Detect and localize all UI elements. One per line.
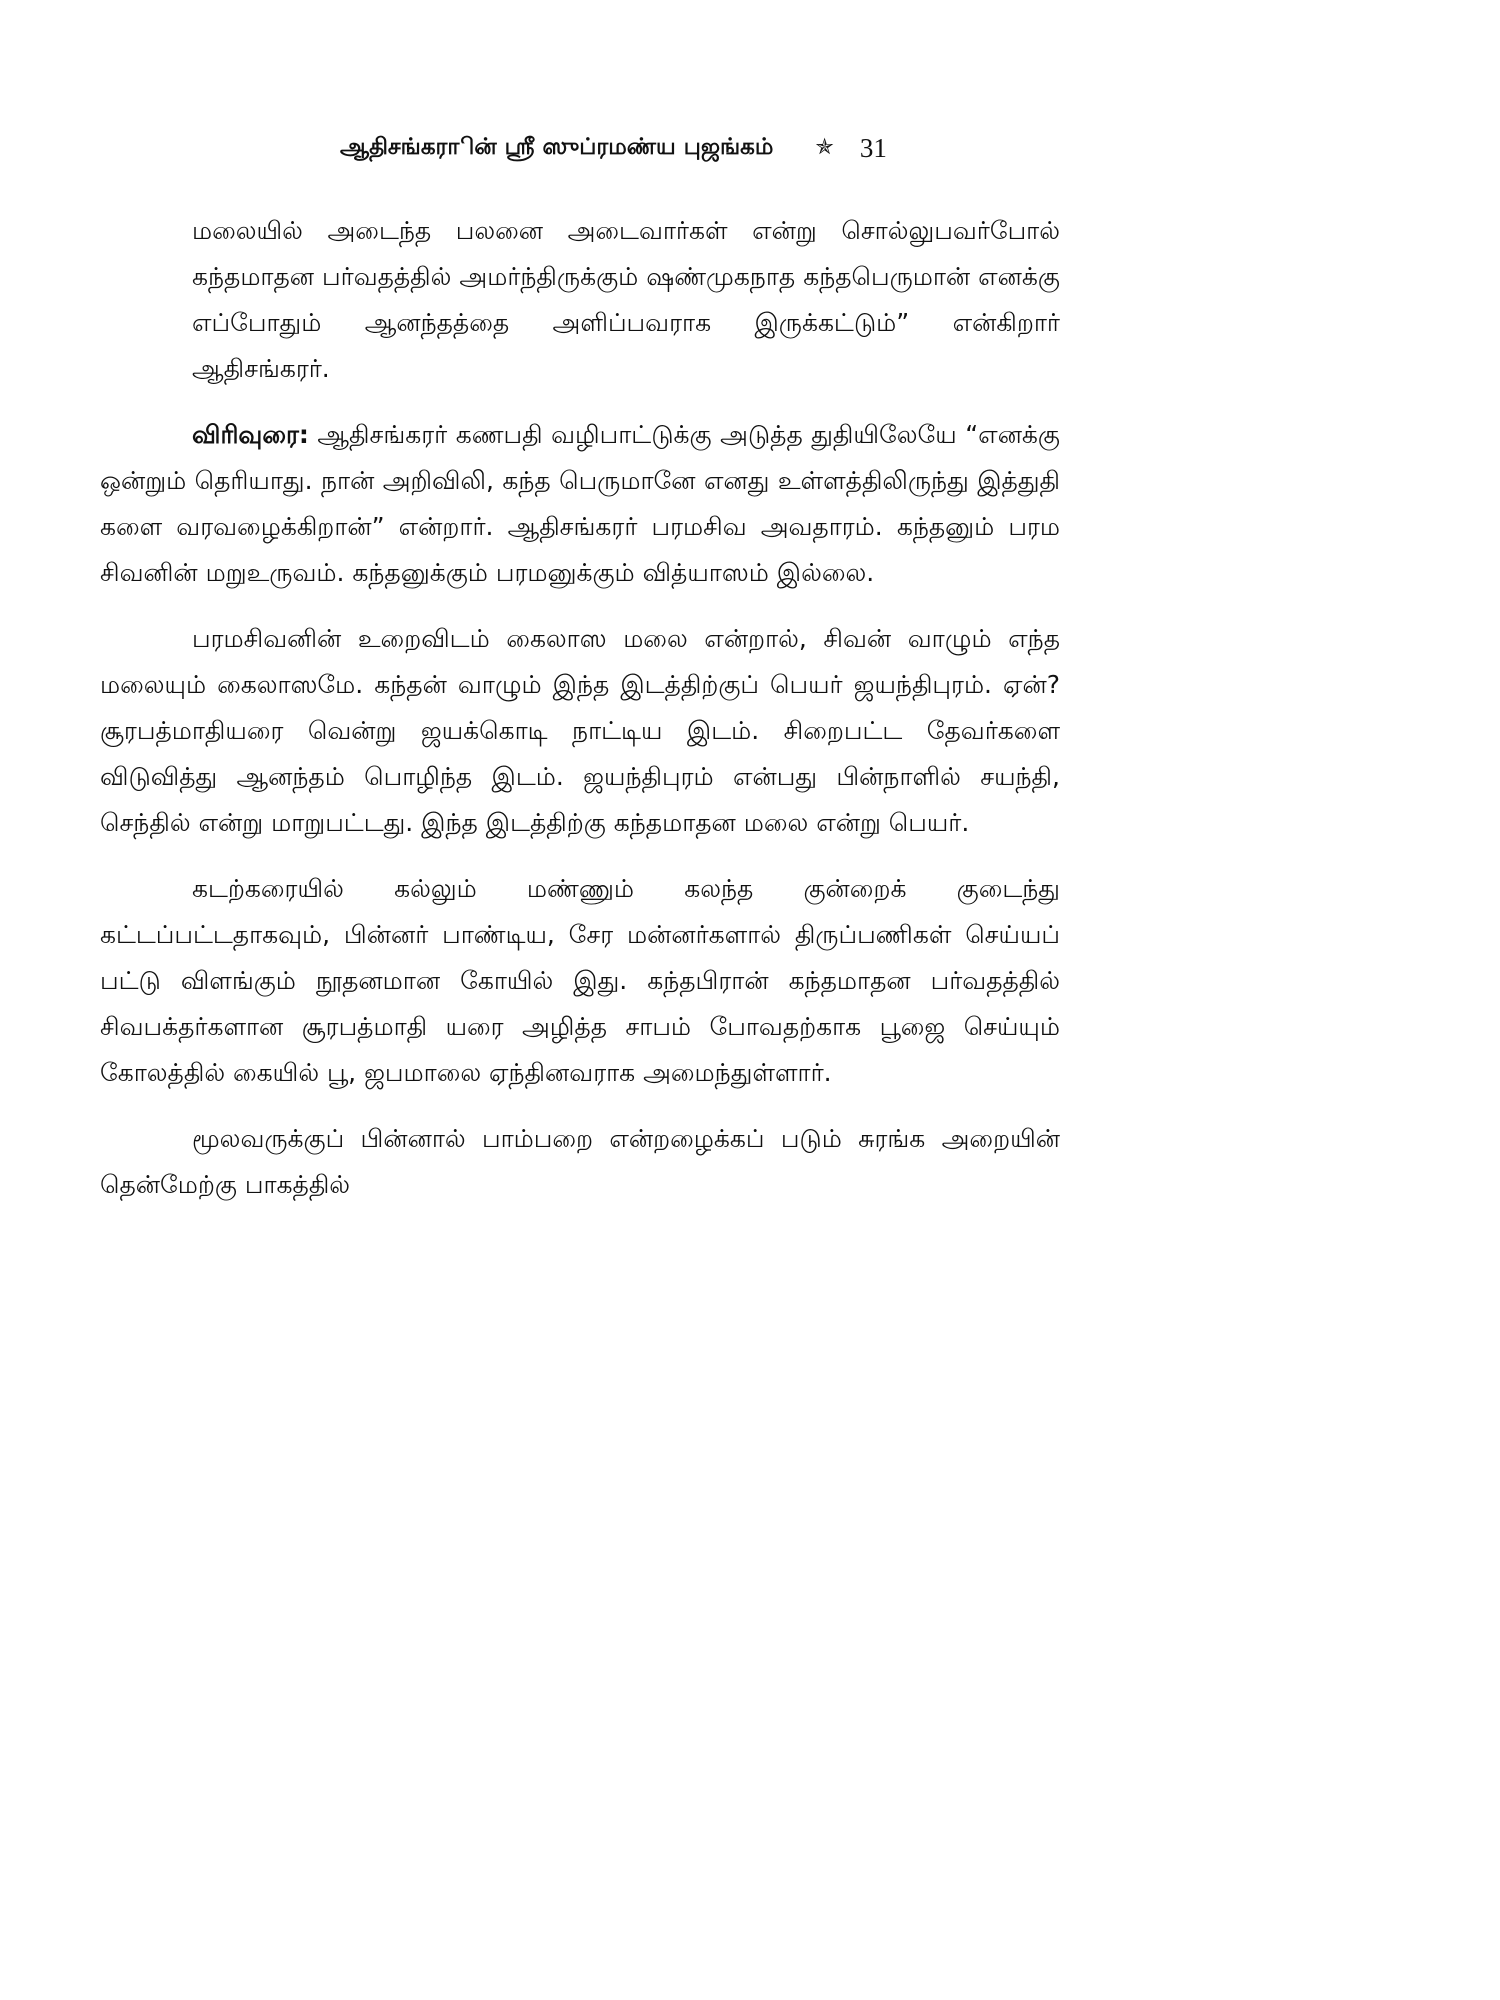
body-paragraph bbox=[100, 1116, 1060, 1208]
running-header bbox=[340, 128, 1060, 168]
commentary-label: விரிவுரை: bbox=[192, 420, 309, 449]
star-icon: ✯ bbox=[815, 135, 834, 160]
book-title: ஆதிசங்கராின் ஸ்ரீ ஸுப்ரமண்ய புஜங்கம் bbox=[340, 133, 774, 160]
verse-meaning-paragraph bbox=[192, 208, 1060, 392]
paragraph-text: பரமசிவனின் உறைவிடம் கைலாஸ மலை என்றால், சிவன் வாழும் எந்த மலையும் கைலாஸமே. கந்தன் வாழும் இந்த இடத்திற்குப் பெயர் ஜயந்திபுரம். ஏன்? சூரபத்மாதியரை வென்று ஜயக்கொடி நாட்டிய இடம். சிறைபட்ட தேவர்களை விடுவித்து ஆனந்தம் பொழிந்த இடம். ஜயந்திபுரம் என்பது பின்நாளில் சயந்தி, செந்தில் என்று மாறுபட்டது. இந்த இடத்திற்கு கந்தமாதன மலை என்று பெயர். bbox=[100, 624, 1060, 837]
paragraph-text: மலையில் அடைந்த பலனை அடைவார்கள் என்று சொல்லுபவர்போல் கந்தமாதன பர்வதத்தில் அமர்ந்திருக்கும் ஷண்முகநாத கந்தபெருமான் எனக்கு எப்போதும் ஆனந்தத்தை அளிப்பவராக இருக்கட்டும்” என்கிறார் ஆதிசங்கரர். bbox=[192, 216, 1060, 383]
body-paragraph bbox=[100, 866, 1060, 1096]
paragraph-text: கடற்கரையில் கல்லும் மண்ணும் கலந்த குன்றைக் குடைந்து கட்டப்பட்டதாகவும், பின்னர் பாண்டிய, சேர மன்னர்களால் திருப்பணிகள் செய்யப் பட்டு விளங்கும் நூதனமான கோயில் இது. கந்தபிரான் கந்தமாதன பர்வதத்தில் சிவபக்தர்களான சூரபத்மாதி யரை அழித்த சாபம் போவதற்காக பூஜை செய்யும் கோலத்தில் கையில் பூ, ஜபமாலை ஏந்தினவராக அமைந்துள்ளார். bbox=[100, 874, 1060, 1087]
body-text bbox=[100, 208, 1060, 1208]
body-paragraph bbox=[100, 616, 1060, 846]
commentary-paragraph bbox=[100, 412, 1060, 596]
page-number: 31 bbox=[859, 132, 887, 163]
paragraph-text: ஆதிசங்கரர் கணபதி வழிபாட்டுக்கு அடுத்த துதியிலேயே “எனக்கு ஒன்றும் தெரியாது. நான் அறிவிலி, கந்த பெருமானே எனது உள்ளத்திலிருந்து இத்துதி களை வரவழைக்கிறான்” என்றார். ஆதிசங்கரர் பரமசிவ அவதாரம். கந்தனும் பரம சிவனின் மறுஉருவம். கந்தனுக்கும் பரமனுக்கும் வித்யாஸம் இல்லை. bbox=[100, 420, 1060, 587]
paragraph-text: மூலவருக்குப் பின்னால் பாம்பறை என்றழைக்கப் படும் சுரங்க அறையின் தென்மேற்கு பாகத்தில் bbox=[100, 1124, 1060, 1199]
